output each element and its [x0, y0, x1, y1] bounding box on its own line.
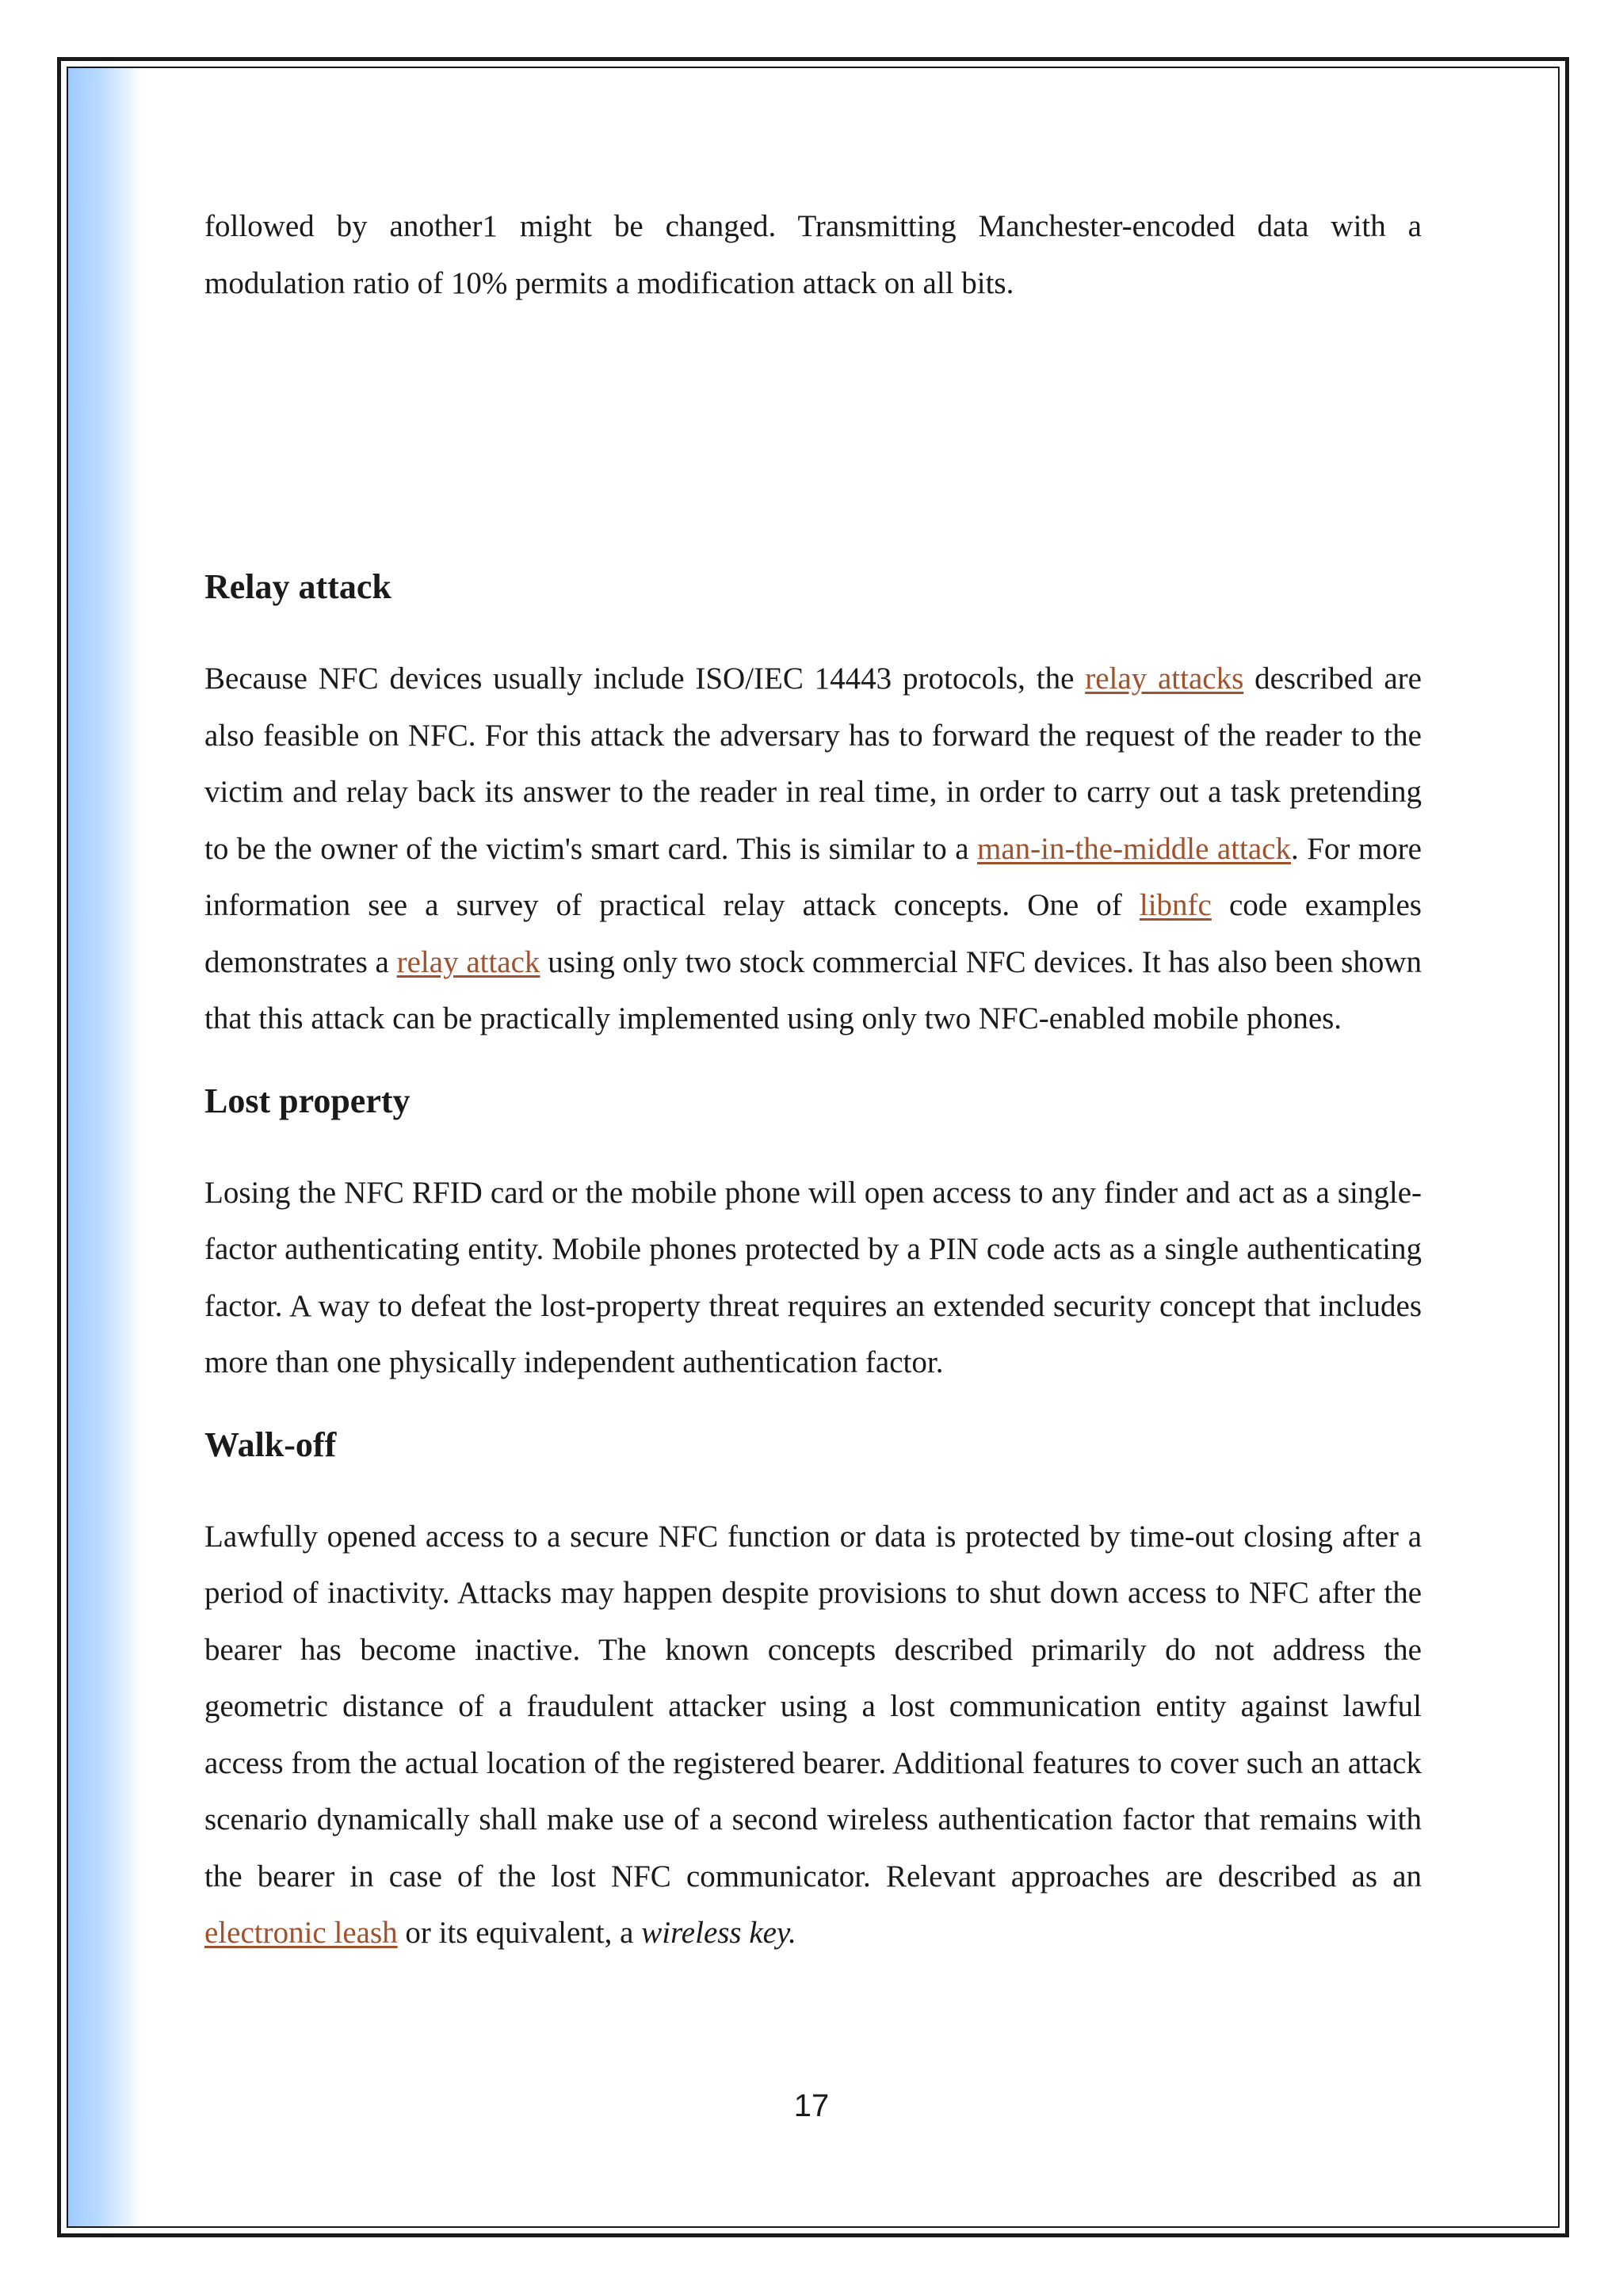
page-number: 17	[793, 2088, 830, 2123]
link-electronic-leash[interactable]: electronic leash	[204, 1916, 398, 1950]
relay-text-4: code examples demonstrates a	[204, 888, 1422, 979]
wireless-key-emphasis: wireless key.	[641, 1916, 796, 1950]
heading-relay-attack: Relay attack	[204, 567, 391, 606]
heading-walk-off: Walk-off	[204, 1425, 337, 1464]
relay-text-3: . For more information see a survey of practical relay attack concepts. One of	[204, 831, 1422, 922]
relay-text-1: Because NFC devices usually include ISO/IEC 14443 protocols, the	[204, 662, 1086, 696]
link-relay-attacks[interactable]: relay attacks	[1085, 662, 1244, 696]
page-content	[204, 198, 1422, 1962]
walk-off-paragraph	[204, 1508, 1422, 1962]
link-relay-attack[interactable]: relay attack	[396, 944, 540, 979]
intro-paragraph: followed by another1 might be changed. Transmitting Manchester-encoded data with a modulation ratio of 10% permits a modification attack on all bits.	[204, 209, 1422, 300]
lost-property-paragraph: Losing the NFC RFID card or the mobile phone will open access to any finder and act as a single-factor authenticating entity. Mobile phones protected by a PIN code acts as a single authenticating factor. A way to defeat the lost-property threat requires an extended security concept that includes more than one physically independent authentication factor.	[204, 1175, 1422, 1379]
heading-lost-property: Lost property	[204, 1081, 411, 1120]
walkoff-text-1: Lawfully opened access to a secure NFC function or data is protected by time-out closing after a period of inactivity. Attacks may happen despite provisions to shut down access to NFC after the bearer has become inactive. The known concepts described primarily do not address the geometric distance of a fraudulent attacker using a lost communication entity against lawful access from the actual location of the registered bearer. Additional features to cover such an attack scenario dynamically shall make use of a second wireless authentication factor that remains with the bearer in case of the lost NFC communicator. Relevant approaches are described as an	[204, 1519, 1422, 1894]
walkoff-text-2: or its equivalent, a	[397, 1916, 642, 1950]
link-man-in-the-middle-attack[interactable]: man-in-the-middle attack	[977, 831, 1291, 866]
relay-text-5: using only two stock commercial NFC devices. It has also been shown that this attack can be practically implemented using only two NFC-enabled mobile phones.	[204, 944, 1422, 1035]
relay-text-2: described are also feasible on NFC. For this attack the adversary has to forward the request of the reader to the victim and relay back its answer to the reader in real time, in order to carry out a task pretending to be the owner of the victim's smart card. This is similar to a	[204, 662, 1422, 866]
link-libnfc[interactable]: libnfc	[1139, 888, 1212, 922]
relay-attack-paragraph	[204, 650, 1422, 1047]
